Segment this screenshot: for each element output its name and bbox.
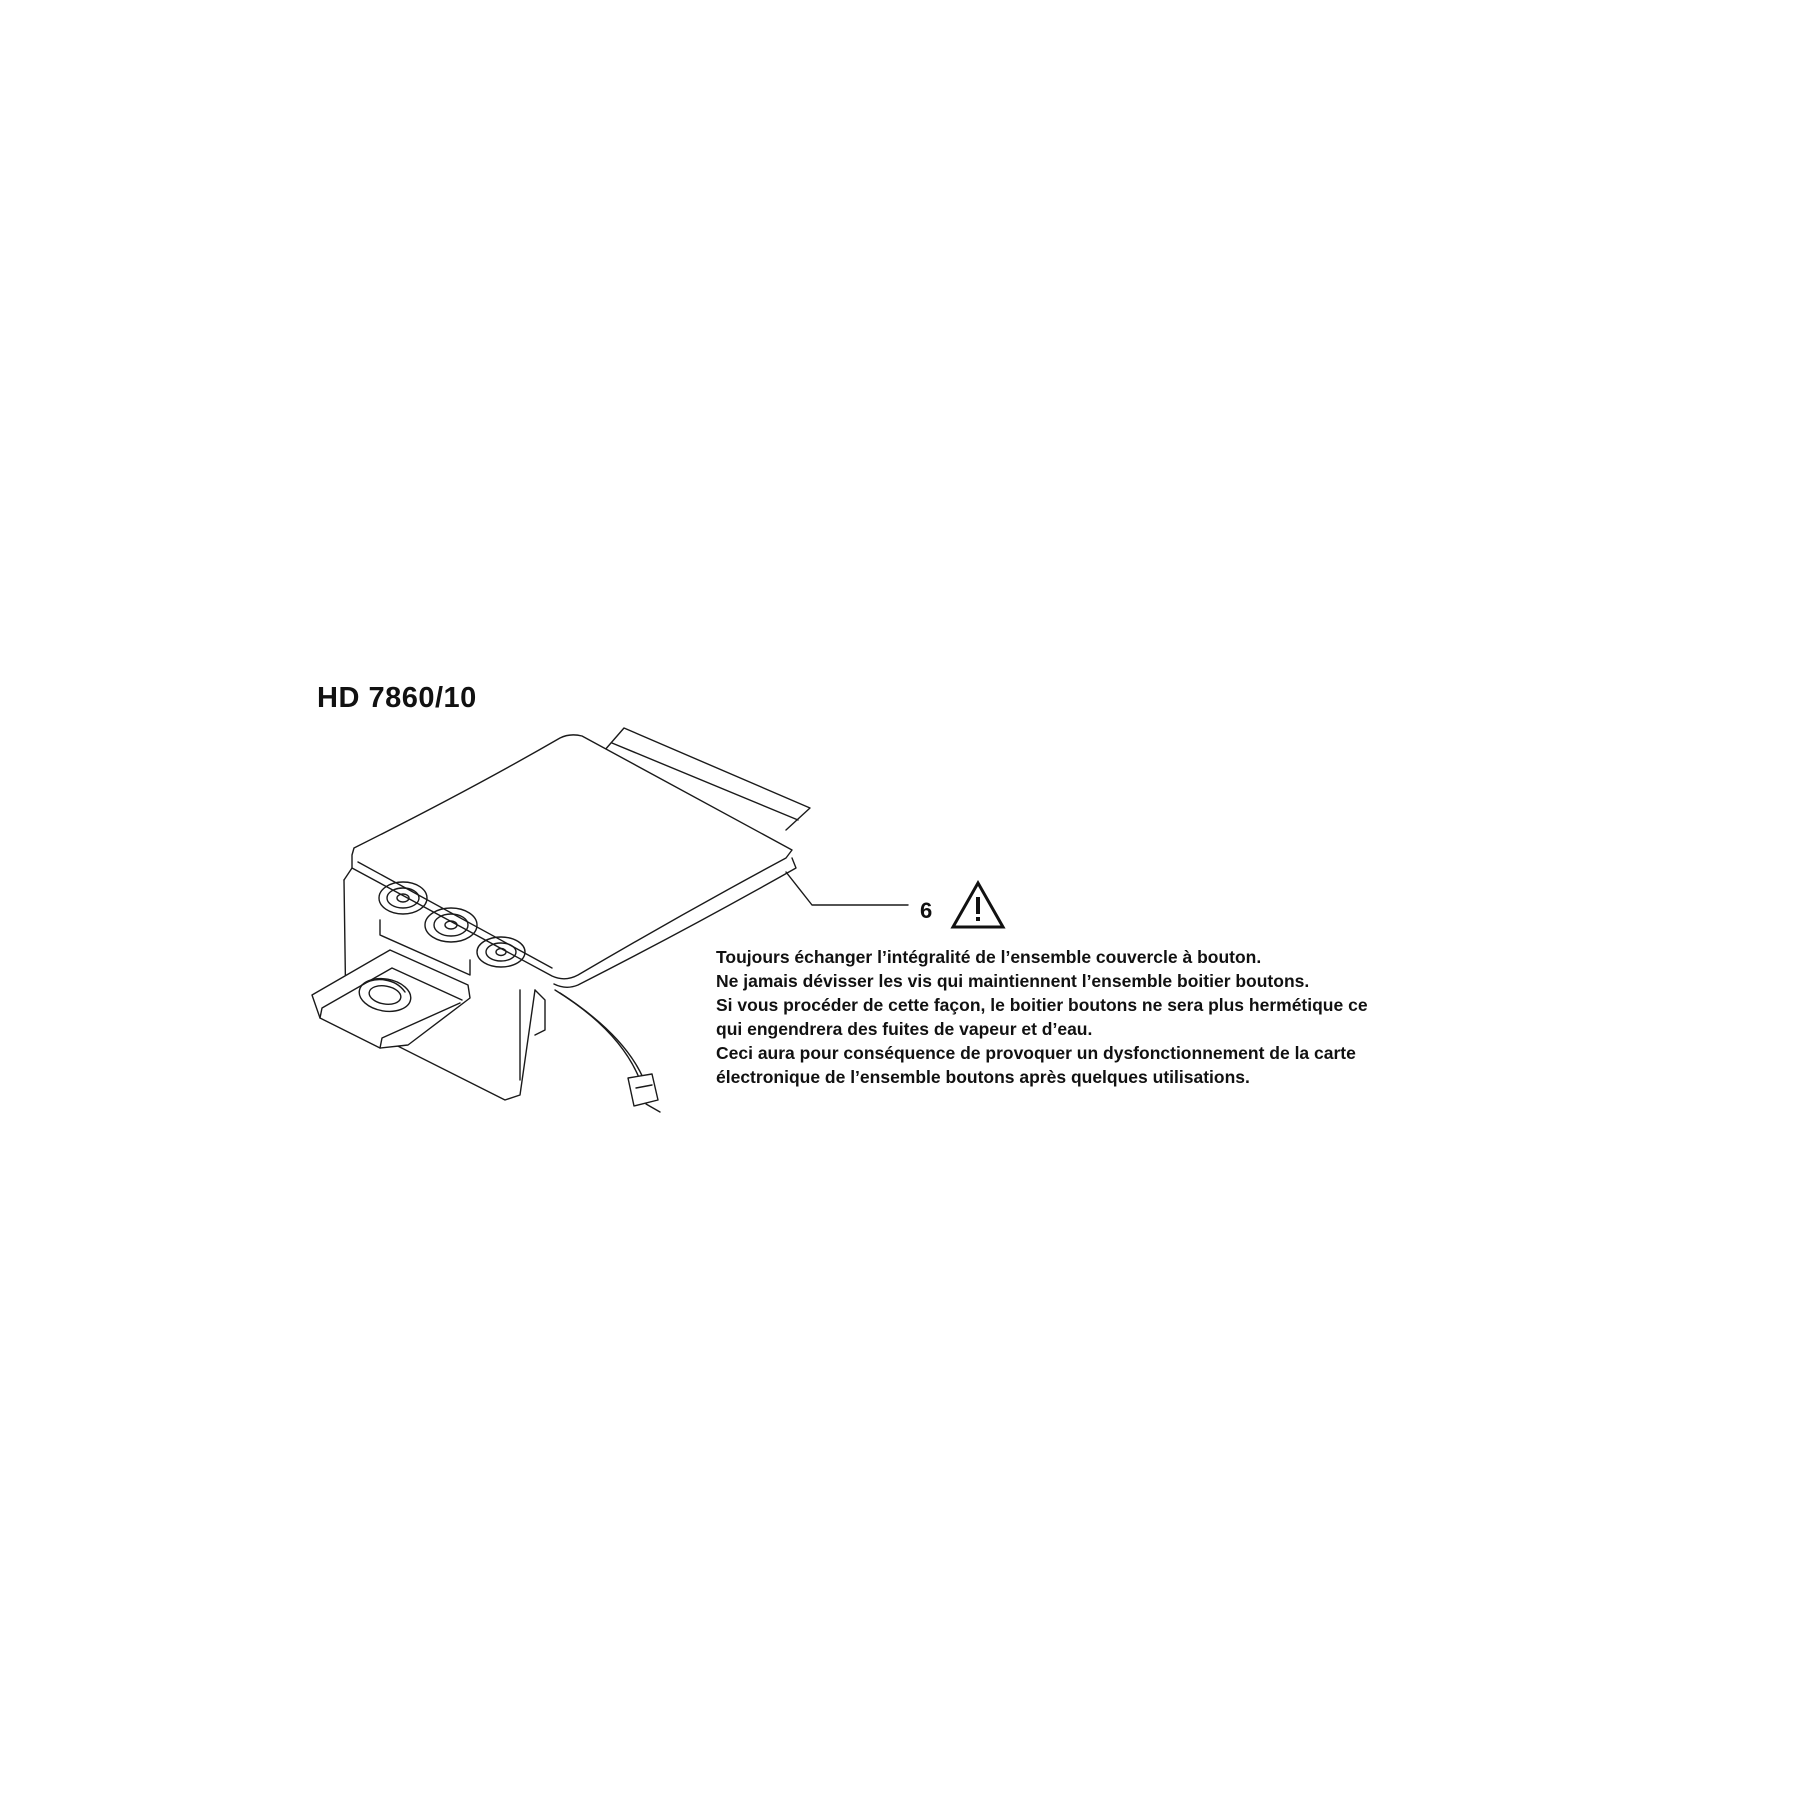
warning-notes bbox=[716, 945, 1516, 1089]
callout-leader-line bbox=[786, 872, 908, 905]
note-line: Ne jamais dévisser les vis qui maintiennent l’ensemble boitier boutons. bbox=[716, 971, 1310, 991]
cable-with-connector bbox=[555, 990, 660, 1112]
note-line: électronique de l’ensemble boutons après quelques utilisations. bbox=[716, 1067, 1250, 1087]
callout-number: 6 bbox=[920, 898, 933, 923]
note-line: Si vous procéder de cette façon, le boitier boutons ne sera plus hermétique ce bbox=[716, 995, 1368, 1015]
note-line: Toujours échanger l’intégralité de l’ensemble couvercle à bouton. bbox=[716, 947, 1262, 967]
note-line: qui engendrera des fuites de vapeur et d’eau. bbox=[716, 1019, 1093, 1039]
warning-triangle-icon bbox=[950, 880, 1006, 930]
model-title: HD 7860/10 bbox=[317, 682, 477, 714]
note-line: Ceci aura pour conséquence de provoquer un dysfonctionnement de la carte bbox=[716, 1043, 1356, 1063]
